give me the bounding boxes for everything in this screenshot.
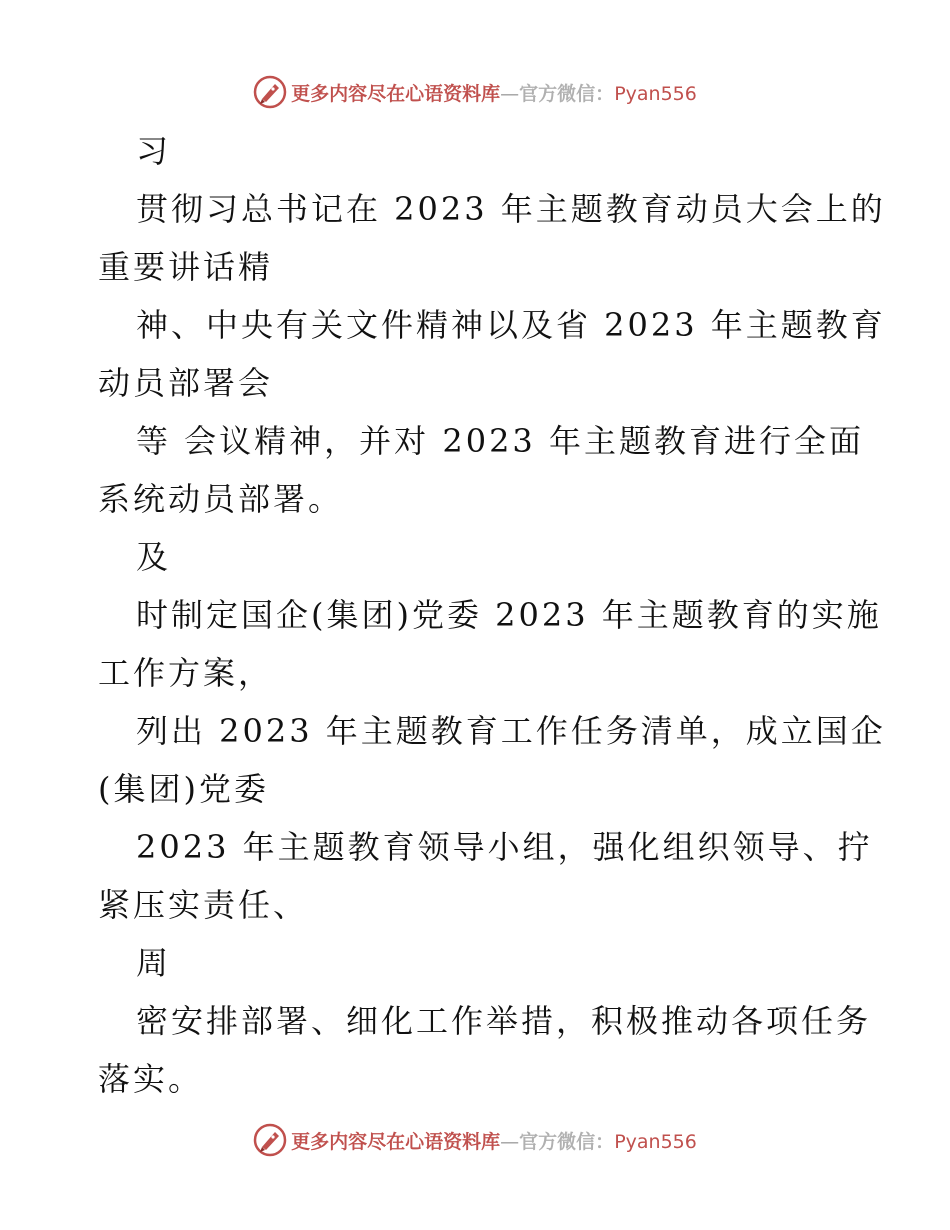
footer-separator: — <box>500 1130 520 1153</box>
header-separator: — <box>500 82 520 105</box>
text-line: 时制定国企(集团)党委 2023 年主题教育的实施 <box>136 596 882 634</box>
text-line: 紧压实责任、 <box>98 886 309 924</box>
text-line: 贯彻习总书记在 2023 年主题教育动员大会上的 <box>136 190 886 228</box>
text-line: 密安排部署、细化工作举措，积极推动各项任务 <box>136 1002 872 1040</box>
footer-watermark <box>0 1120 950 1160</box>
pen-logo-icon <box>253 1123 287 1157</box>
text-line: 系统动员部署。 <box>98 480 344 518</box>
text-line: (集团)党委 <box>98 770 269 808</box>
text-line: 周 <box>136 944 172 982</box>
header-watermark <box>0 72 950 112</box>
footer-wechat-id: Pyan556 <box>614 1130 697 1153</box>
header-wechat-label: 官方微信： <box>519 82 615 105</box>
text-line: 习 <box>136 132 172 170</box>
text-line: 工作方案， <box>98 654 274 692</box>
footer-wechat-label: 官方微信： <box>519 1130 615 1153</box>
text-line: 等 会议精神，并对 2023 年主题教育进行全面 <box>136 422 864 460</box>
text-line: 动员部署会 <box>98 364 274 402</box>
text-line: 2023 年主题教育领导小组，强化组织领导、拧 <box>136 828 873 866</box>
pen-logo-icon <box>253 75 287 109</box>
text-line: 及 <box>136 538 172 576</box>
footer-brand-text: 更多内容尽在心语资料库 <box>291 1130 501 1153</box>
text-line: 重要讲话精 <box>98 248 274 286</box>
text-line: 神、中央有关文件精神以及省 2023 年主题教育 <box>136 306 886 344</box>
document-body <box>98 122 886 1108</box>
header-brand-text: 更多内容尽在心语资料库 <box>291 82 501 105</box>
footer-watermark-text <box>291 1127 697 1154</box>
text-line: 落实。 <box>98 1060 204 1098</box>
header-wechat-id: Pyan556 <box>614 82 697 105</box>
header-watermark-text <box>291 79 697 106</box>
text-line: 列出 2023 年主题教育工作任务清单，成立国企 <box>136 712 886 750</box>
